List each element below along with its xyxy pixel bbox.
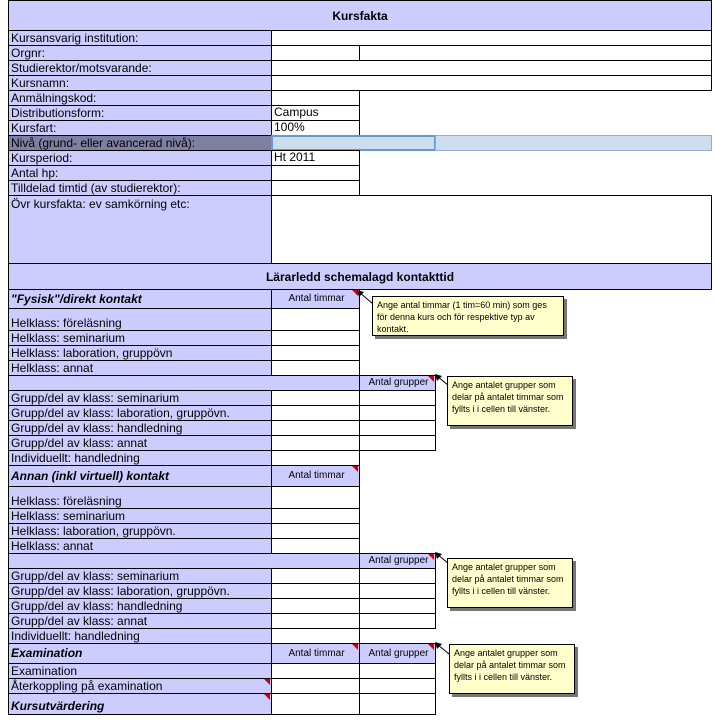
annan-grupp-timmar-input[interactable] [271,583,360,599]
kursutvardering-title: Kursutvärdering [8,693,272,715]
annan-grupp-row: Grupp/del av klass: annat [8,613,272,629]
annan-grupp-grupper-input[interactable] [359,598,436,614]
annan-grupp-grupper-input[interactable] [359,583,436,599]
annan-helklass-row: Helklass: seminarium [8,508,272,524]
fysisk-grupp-grupper-input[interactable] [359,390,436,406]
annan-helklass-row: Helklass: föreläsning [8,486,272,509]
label-tilldelad: Tilldelad timtid (av studierektor): [8,180,272,196]
fysisk-individuellt-input[interactable] [271,450,360,466]
comment-indicator[interactable] [264,694,270,700]
kursutvardering-grupper-input[interactable] [359,693,436,715]
annan-grupp-timmar-input[interactable] [271,568,360,584]
examination-antal-grupper-header: Antal grupper [359,643,436,664]
fysisk-antal-grupper-header: Antal grupper [359,375,436,391]
label-anmalningskod: Anmälningskod: [8,90,272,106]
input-kursnamn[interactable] [271,75,712,91]
annan-grupp-row: Grupp/del av klass: seminarium [8,568,272,584]
kursfakta-title: Kursfakta [8,0,712,31]
aterkoppling-timmar-input[interactable] [271,678,360,694]
input-antal-hp[interactable] [271,165,360,181]
examination-title: Examination [8,643,272,664]
input-niva[interactable] [271,135,436,151]
input-kursfart[interactable]: 100% [271,120,360,136]
fysisk-grupp-grupper-input[interactable] [359,405,436,421]
note-antal-grupper-3: Ange antalet grupper som delar på antalet timmar som fyllts i i cellen till vänster. [449,644,575,694]
label-distributionsform: Distributionsform: [8,105,272,121]
annan-grupp-grupper-input[interactable] [359,613,436,629]
annan-grupp-row: Grupp/del av klass: laboration, gruppövn. [8,583,272,599]
aterkoppling-grupper-input[interactable] [359,678,436,694]
input-tilldelad[interactable] [271,180,360,196]
input-studierektor[interactable] [271,60,712,76]
examination-row: Examination [8,663,272,679]
input-kursperiod[interactable]: Ht 2011 [271,150,360,166]
fysisk-grupp-spacer [8,375,361,391]
note-antal-timmar: Ange antal timmar (1 tim=60 min) som ges för denna kurs och för respektive typ av kontakt. [372,296,564,336]
annan-helklass-input[interactable] [271,486,360,509]
annan-grupp-timmar-input[interactable] [271,613,360,629]
fysisk-grupp-timmar-input[interactable] [271,405,360,421]
input-institution[interactable] [271,30,712,46]
fysisk-helklass-row: Helklass: laboration, gruppövn [8,345,272,361]
kursutvardering-timmar-input[interactable] [271,693,360,715]
comment-indicator[interactable] [352,466,358,472]
fysisk-helklass-input[interactable] [271,345,360,361]
annan-title: Annan (inkl virtuell) kontakt [8,465,272,487]
input-orgnr[interactable] [271,45,360,61]
fysisk-helklass-input[interactable] [271,360,360,376]
annan-antal-timmar-header: Antal timmar [271,465,360,487]
annan-helklass-input[interactable] [271,523,360,539]
fysisk-grupp-row: Individuellt: handledning [8,450,272,466]
fysisk-helklass-row: Helklass: föreläsning [8,308,272,331]
fysisk-grupp-row: Grupp/del av klass: seminarium [8,390,272,406]
fysisk-helklass-row: Helklass: seminarium [8,330,272,346]
label-kursperiod: Kursperiod: [8,150,272,166]
annan-helklass-row: Helklass: laboration, gruppövn. [8,523,272,539]
label-ovr: Övr kursfakta: ev samkörning etc: [8,195,272,264]
note-antal-grupper-1: Ange antalet grupper som delar på antalet timmar som fyllts i i cellen till vänster. [447,376,573,426]
examination-antal-timmar-header: Antal timmar [271,643,360,664]
comment-indicator[interactable] [264,679,270,685]
note-antal-grupper-2: Ange antalet grupper som delar på antalet timmar som fyllts i i cellen till vänster. [447,558,573,608]
annan-helklass-row: Helklass: annat [8,538,272,554]
fysisk-helklass-row: Helklass: annat [8,360,272,376]
annan-grupp-grupper-input[interactable] [359,568,436,584]
fysisk-title: "Fysisk"/direkt kontakt [8,289,272,309]
fysisk-helklass-input[interactable] [271,308,360,331]
label-orgnr: Orgnr: [8,45,272,61]
fysisk-antal-timmar-header: Antal timmar [271,289,360,309]
fysisk-helklass-input[interactable] [271,330,360,346]
input-orgnr-extra[interactable] [359,45,712,61]
annan-grupp-timmar-input[interactable] [271,598,360,614]
fysisk-grupp-row: Grupp/del av klass: laboration, gruppövn. [8,405,272,421]
fysisk-grupp-timmar-input[interactable] [271,390,360,406]
niva-extra [435,135,712,151]
section-kontakttid-title: Lärarledd schemalagd kontakttid [8,263,712,290]
label-kursfart: Kursfart: [8,120,272,136]
label-niva: Nivå (grund- eller avancerad nivå): [8,135,272,151]
annan-individuellt-input[interactable] [271,628,360,644]
fysisk-grupp-row: Grupp/del av klass: handledning [8,420,272,436]
fysisk-grupp-timmar-input[interactable] [271,420,360,436]
examination-timmar-input[interactable] [271,663,360,679]
label-institution: Kursansvarig institution: [8,30,272,46]
label-studierektor: Studierektor/motsvarande: [8,60,272,76]
input-distributionsform[interactable]: Campus [271,105,360,121]
aterkoppling-row: Återkoppling på examination [8,678,272,694]
input-ovr[interactable] [271,195,712,264]
annan-antal-grupper-header: Antal grupper [359,553,436,569]
annan-helklass-input[interactable] [271,508,360,524]
label-kursnamn: Kursnamn: [8,75,272,91]
input-anmalningskod[interactable] [271,90,360,106]
examination-grupper-input[interactable] [359,663,436,679]
fysisk-grupp-grupper-input[interactable] [359,435,436,451]
annan-grupp-row: Grupp/del av klass: handledning [8,598,272,614]
annan-grupp-spacer [8,553,361,569]
annan-helklass-input[interactable] [271,538,360,554]
label-antal-hp: Antal hp: [8,165,272,181]
annan-grupp-row: Individuellt: handledning [8,628,272,644]
comment-indicator[interactable] [352,644,358,650]
fysisk-grupp-timmar-input[interactable] [271,435,360,451]
fysisk-grupp-grupper-input[interactable] [359,420,436,436]
fysisk-grupp-row: Grupp/del av klass: annat [8,435,272,451]
